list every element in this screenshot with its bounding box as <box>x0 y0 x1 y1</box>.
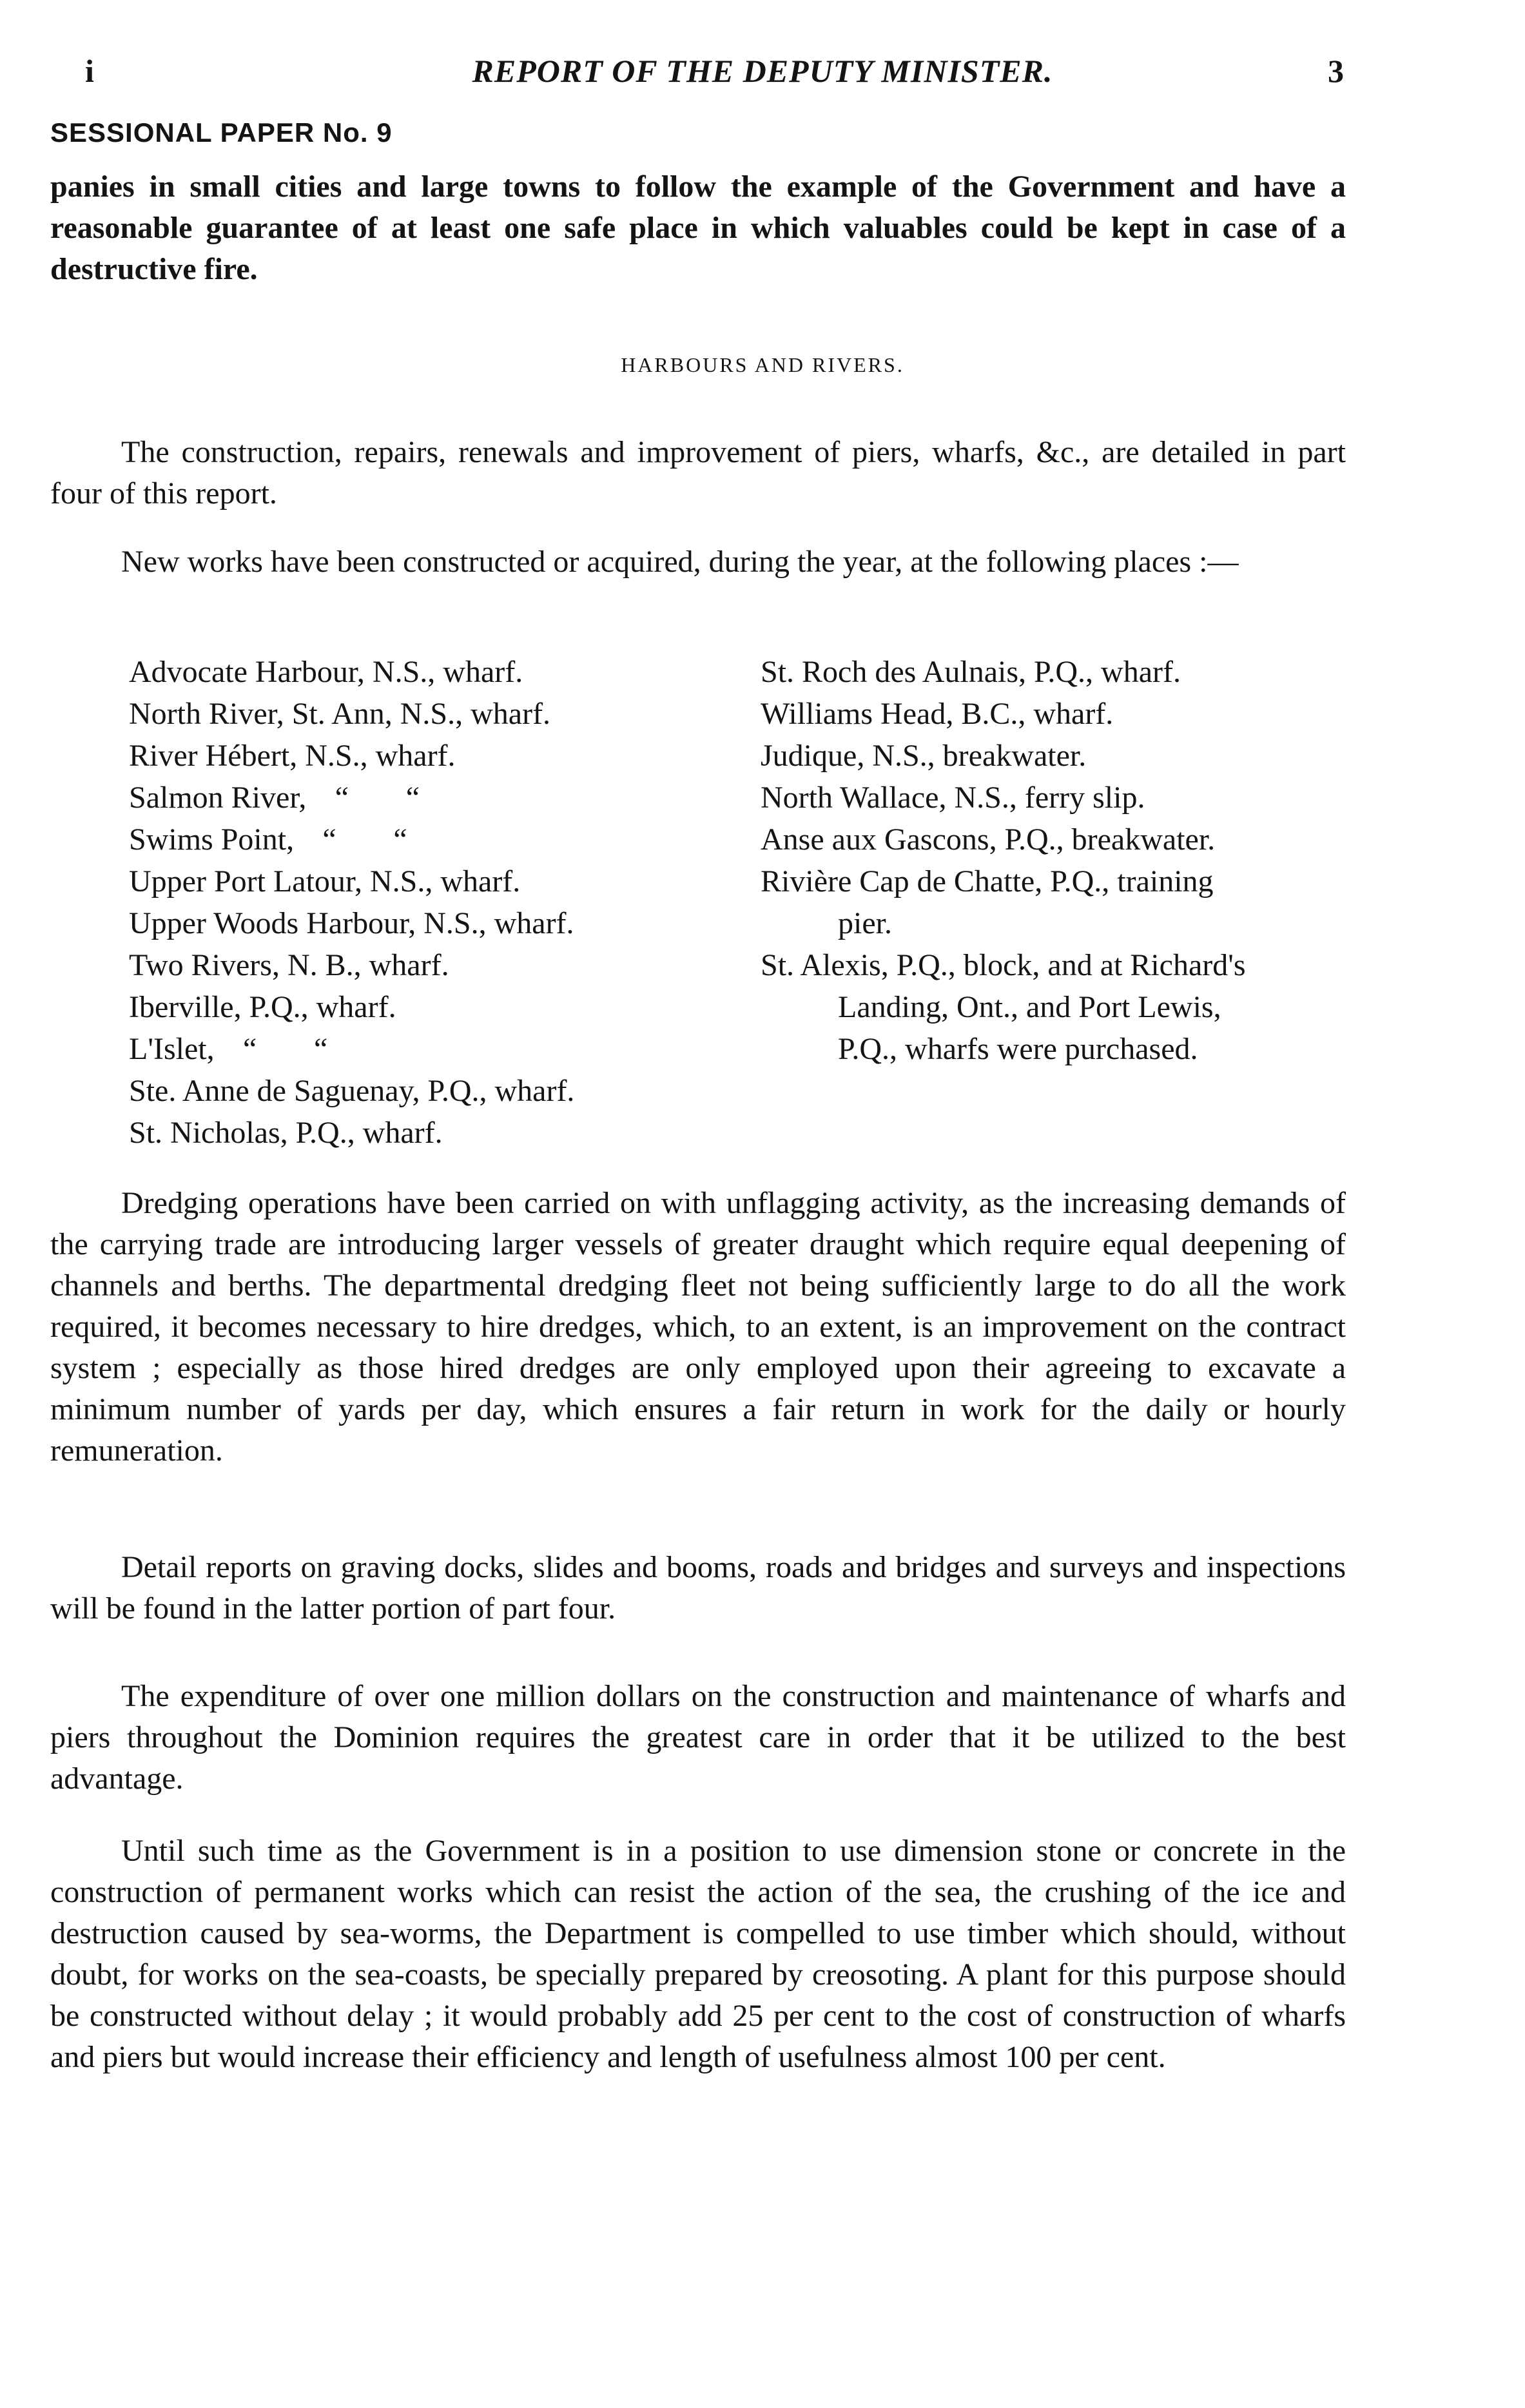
list-item <box>129 693 709 735</box>
list-item: North Wallace, N.S., ferry slip. <box>761 781 1145 815</box>
paragraph-new-works: New works have been constructed or acquired, during the year, at the following places :— <box>121 545 1239 579</box>
list-item: St. Alexis, P.Q., block, and at Richard's <box>761 948 1246 982</box>
ditto-mark: “ <box>313 1032 328 1066</box>
running-title: REPORT OF THE DEPUTY MINISTER. <box>472 53 1053 89</box>
sessional-paper-label: SESSIONAL PAPER No. 9 <box>50 117 393 148</box>
list-item <box>129 735 709 777</box>
list-item: Judique, N.S., breakwater. <box>761 739 1087 773</box>
list-item <box>129 651 709 693</box>
place-name: Advocate Harbour, N.S., wharf. <box>129 655 523 689</box>
places-list-left <box>129 651 709 1154</box>
paragraph-detail-reports: Detail reports on graving docks, slides and booms, roads and bridges and surveys and inspections will be found in the latter portion of part four. <box>50 1550 1346 1626</box>
place-name: Upper Port Latour, N.S., wharf. <box>129 864 521 898</box>
place-name: Ste. Anne de Saguenay, P.Q., wharf. <box>129 1074 575 1108</box>
place-name: Swims Point, <box>129 822 295 857</box>
ditto-mark: “ <box>322 822 336 857</box>
list-item-continuation: pier. <box>838 906 892 940</box>
list-item <box>129 902 709 944</box>
place-name: Upper Woods Harbour, N.S., wharf. <box>129 906 574 940</box>
list-item: St. Roch des Aulnais, P.Q., wharf. <box>761 655 1181 689</box>
place-name: Two Rivers, N. B., wharf. <box>129 948 449 982</box>
list-item-continuation: P.Q., wharfs were purchased. <box>838 1032 1198 1066</box>
place-name: Salmon River, <box>129 781 307 815</box>
list-item: Rivière Cap de Chatte, P.Q., training <box>761 864 1214 898</box>
paragraph-dredging: Dredging operations have been carried on with unflagging activity, as the increasing demands of the carrying trade are introducing larger vessels of greater draught which require equal deepening of channels and berths. The departmental dredging fleet not being sufficiently large to do all the work required, it becomes necessary to hire dredges, which, to an extent, is an improvement on the contract system ; especially as those hired dredges are only employed upon their agreeing to excavate a minimum number of yards per day, which ensures a fair return in work for the daily or hourly remuneration. <box>50 1186 1346 1468</box>
paragraph-construction: The construction, repairs, renewals and improvement of piers, wharfs, &c., are detailed in part four of this report. <box>50 435 1346 510</box>
list-item: Williams Head, B.C., wharf. <box>761 697 1114 731</box>
header-left-mark: i <box>85 53 94 89</box>
list-item <box>129 1028 709 1070</box>
place-name: River Hébert, N.S., wharf. <box>129 739 456 773</box>
list-item <box>129 944 709 986</box>
list-item <box>129 986 709 1028</box>
place-name: North River, St. Ann, N.S., wharf. <box>129 697 551 731</box>
list-item <box>129 860 709 902</box>
section-heading: HARBOURS AND RIVERS. <box>621 353 904 376</box>
list-item <box>129 1070 709 1112</box>
page-number: 3 <box>1328 53 1344 89</box>
paragraph-intro: panies in small cities and large towns to follow the example of the Government and have a reasonable guarantee of at least one safe place in which valuables could be kept in case of a destructive fire. <box>50 170 1346 286</box>
place-name: L'Islet, <box>129 1032 215 1066</box>
ditto-mark: “ <box>393 822 407 857</box>
places-list-right <box>761 651 1341 1070</box>
ditto-mark: “ <box>335 781 349 815</box>
ditto-mark: “ <box>405 781 420 815</box>
list-item <box>129 777 709 819</box>
ditto-mark: “ <box>242 1032 257 1066</box>
paragraph-timber: Until such time as the Government is in a position to use dimension stone or concrete in the construction of permanent works which can resist the action of the sea, the crushing of the ice and destruction caused by sea-worms, the Department is compelled to use timber which should, without doubt, for works on the sea-coasts, be specially prepared by creosoting. A plant for this purpose should be constructed without delay ; it would probably add 25 per cent to the cost of construction of wharfs and piers but would increase their efficiency and length of usefulness almost 100 per cent. <box>50 1834 1346 2074</box>
list-item: Anse aux Gascons, P.Q., breakwater. <box>761 822 1216 857</box>
place-name: St. Nicholas, P.Q., wharf. <box>129 1116 443 1150</box>
list-item-continuation: Landing, Ont., and Port Lewis, <box>838 990 1221 1024</box>
list-item <box>129 1112 709 1154</box>
paragraph-expenditure: The expenditure of over one million dollars on the construction and maintenance of wharfs and piers throughout the Dominion requires the greatest care in order that it be utilized to the best advantage. <box>50 1679 1346 1796</box>
list-item <box>129 819 709 860</box>
place-name: Iberville, P.Q., wharf. <box>129 990 396 1024</box>
